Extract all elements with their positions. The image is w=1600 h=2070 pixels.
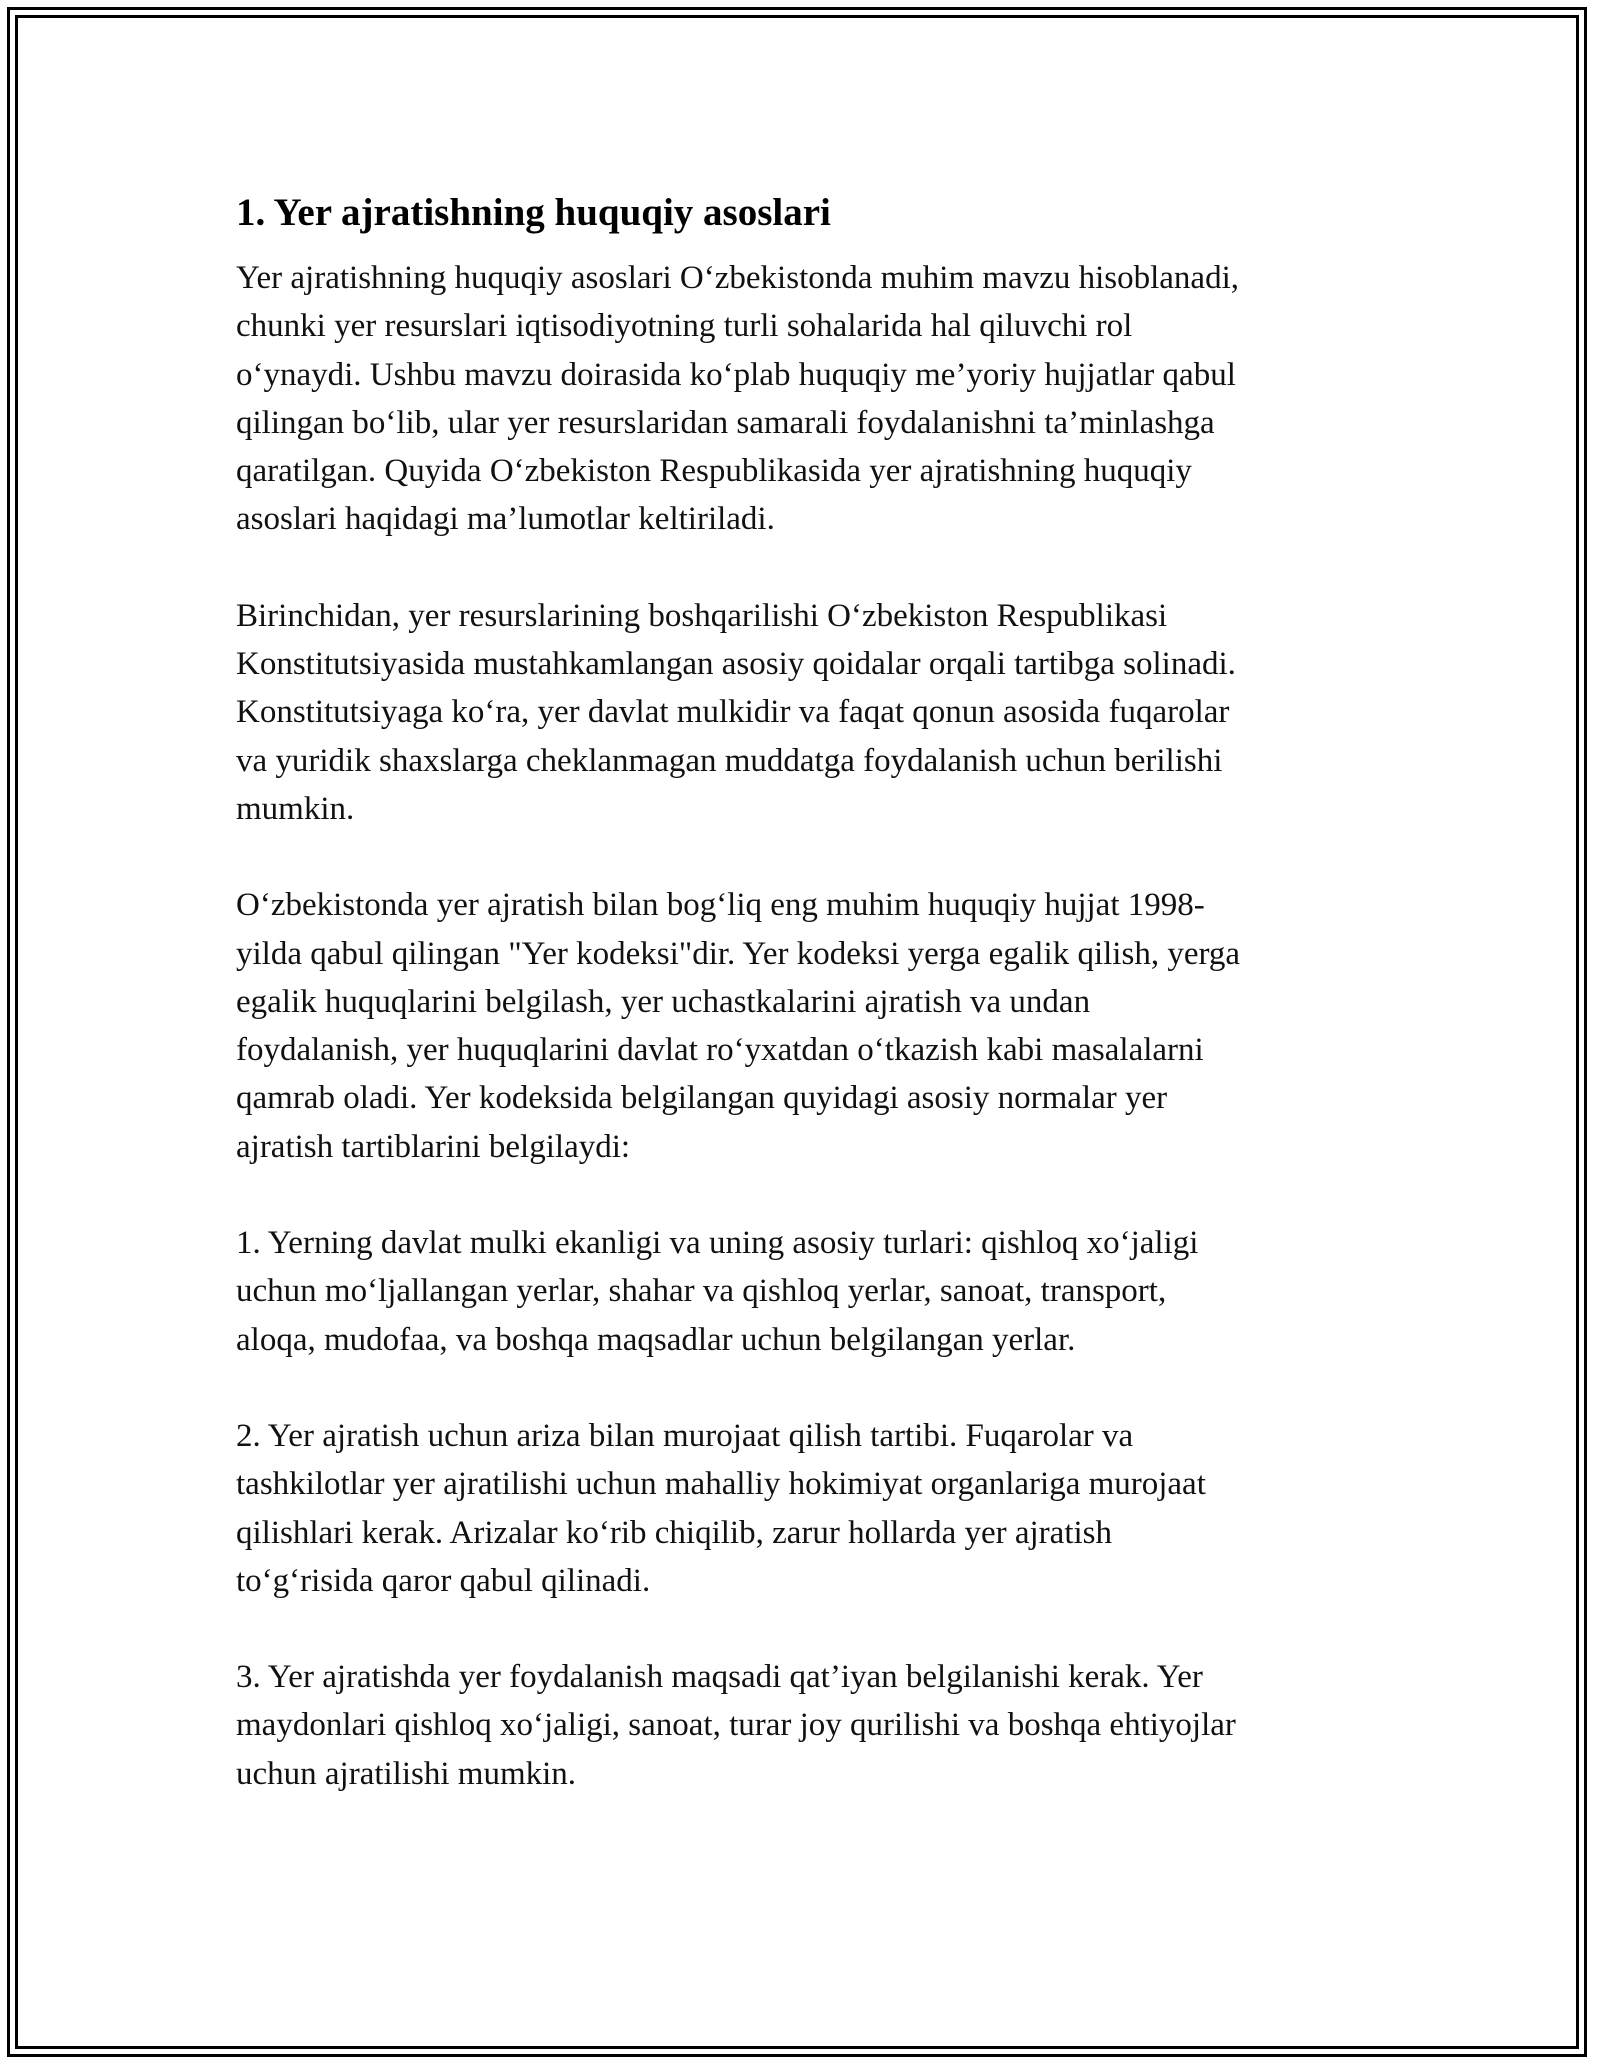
list-item-2: 2. Yer ajratish uchun ariza bilan murojaat qilish tartibi. Fuqarolar va tashkilotlar yer ajratilishi uchun mahalliy hokimiyat organlariga murojaat qilishlari kerak. Arizalar ko‘rib chiqilib, zarur hollarda yer ajratish to‘g‘risida qaror qabul qilinadi. <box>236 1417 1206 1599</box>
list-item-3: 3. Yer ajratishda yer foydalanish maqsadi qat’iyan belgilanishi kerak. Yer maydonlari qishloq xo‘jaligi, sanoat, turar joy qurilishi va boshqa ehtiyojlar uchun ajratilishi mumkin. <box>236 1659 1236 1792</box>
document-body <box>236 186 1376 1798</box>
section-heading: 1. Yer ajratishning huquqiy asoslari <box>236 191 831 234</box>
paragraph-constitution: Birinchidan, yer resurslarining boshqarilishi O‘zbekiston Respublikasi Konstitutsiyasida mustahkamlangan asosiy qoidalar orqali tartibga solinadi. Konstitutsiyaga ko‘ra, yer davlat mulkidir va faqat qonun asosida fuqarolar va yuridik shaxslarga cheklanmagan muddatga foydalanish uchun berilishi mumkin. <box>236 597 1236 827</box>
paragraph-intro: Yer ajratishning huquqiy asoslari O‘zbekistonda muhim mavzu hisoblanadi, chunki yer resurslari iqtisodiyotning turli sohalarida hal qiluvchi rol o‘ynaydi. Ushbu mavzu doirasida ko‘plab huquqiy me’yoriy hujjatlar qabul qilingan bo‘lib, ular yer resurslaridan samarali foydalanishni ta’minlashga qaratilgan. Quyida O‘zbekiston Respublikasida yer ajratishning huquqiy asoslari haqidagi ma’lumotlar keltiriladi. <box>236 260 1239 538</box>
list-item-1: 1. Yerning davlat mulki ekanligi va uning asosiy turlari: qishloq xo‘jaligi uchun mo‘ljallangan yerlar, shahar va qishloq yerlar, sanoat, transport, aloqa, mudofaa, va boshqa maqsadlar uchun belgilangan yerlar. <box>236 1225 1199 1358</box>
paragraph-land-code: O‘zbekistonda yer ajratish bilan bog‘liq eng muhim huquqiy hujjat 1998- yilda qabul qilingan "Yer kodeksi"dir. Yer kodeksi yerga egalik qilish, yerga egalik huquqlarini belgilash, yer uchastkalarini ajratish va undan foydalanish, yer huquqlarini davlat ro‘yxatdan o‘tkazish kabi masalalarni qamrab oladi. Yer kodeksida belgilangan quyidagi asosiy normalar yer ajratish tartiblarini belgilaydi: <box>236 887 1241 1165</box>
